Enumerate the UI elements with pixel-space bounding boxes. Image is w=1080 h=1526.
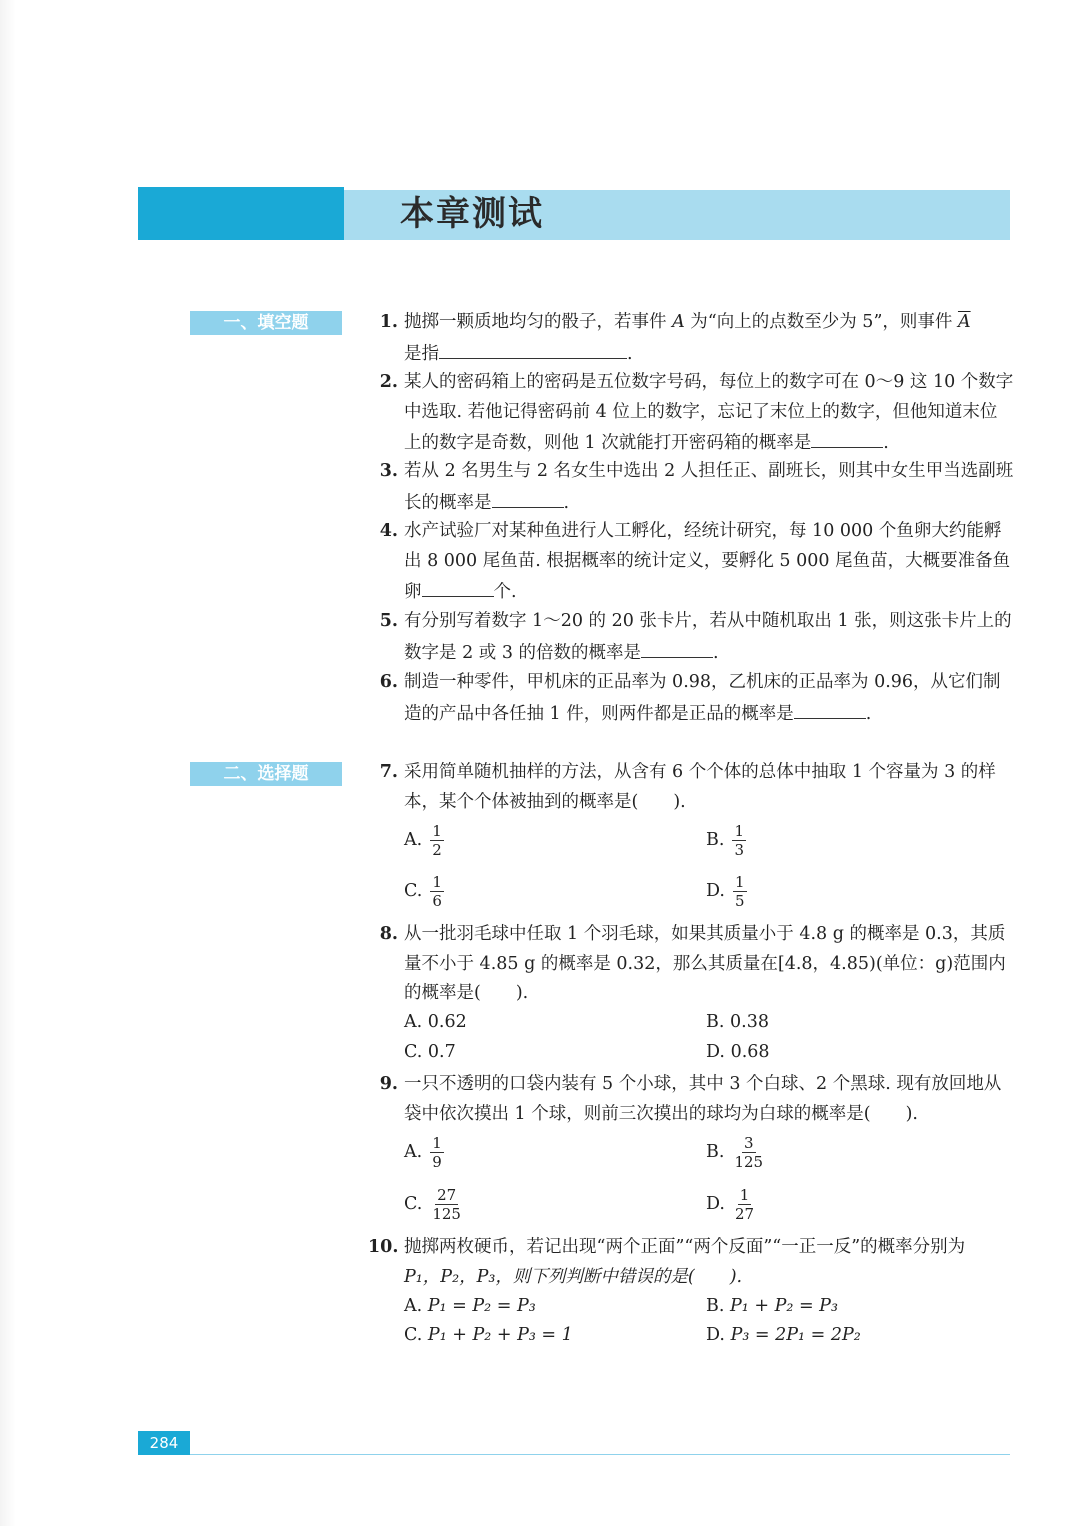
question-number: 2. bbox=[379, 372, 398, 392]
answer-blank[interactable] bbox=[492, 487, 564, 508]
footer-rule bbox=[190, 1454, 1010, 1455]
option-label: A. bbox=[404, 1012, 423, 1032]
numerator: 1 bbox=[734, 822, 744, 840]
denominator: 9 bbox=[432, 1153, 442, 1171]
option-text: P₁ = P₂ = P₃ bbox=[427, 1296, 536, 1316]
numerator: 1 bbox=[432, 1134, 442, 1152]
question-number: 7. bbox=[379, 762, 398, 782]
option-a[interactable] bbox=[404, 822, 444, 859]
option-label: D. bbox=[706, 881, 725, 901]
question-text-part: 为“向上的点数至少为 5”，则事件 bbox=[690, 312, 953, 332]
numerator: 3 bbox=[743, 1134, 754, 1152]
answer-blank[interactable] bbox=[422, 576, 494, 597]
option-label: D. bbox=[706, 1325, 725, 1345]
question-1 bbox=[368, 308, 1014, 369]
option-b[interactable] bbox=[706, 1292, 838, 1320]
question-text bbox=[404, 668, 1014, 729]
option-d[interactable] bbox=[706, 1038, 770, 1066]
option-label: C. bbox=[404, 1325, 423, 1345]
answer-blank[interactable] bbox=[641, 637, 713, 658]
question-10 bbox=[368, 1233, 1014, 1292]
question-end: . bbox=[883, 433, 889, 453]
option-b[interactable] bbox=[706, 1134, 765, 1171]
option-label: B. bbox=[706, 1012, 725, 1032]
option-a[interactable] bbox=[404, 1134, 444, 1171]
option-label: C. bbox=[404, 881, 423, 901]
answer-blank[interactable] bbox=[794, 698, 866, 719]
numerator: 1 bbox=[432, 822, 442, 840]
chapter-test-header bbox=[138, 187, 1010, 240]
question-number: 4. bbox=[379, 521, 398, 541]
option-text: 0.68 bbox=[730, 1042, 770, 1062]
question-text-part: 抛掷两枚硬币，若记出现“两个正面”“两个反面”“一正一反”的概率分别为 bbox=[404, 1237, 966, 1257]
option-label: B. bbox=[706, 1142, 725, 1162]
fraction bbox=[733, 873, 747, 910]
denominator: 3 bbox=[734, 841, 744, 859]
question-text-part: 某人的密码箱上的密码是五位数字号码，每位上的数字可在 0～9 这 10 个数字中选取. 若他记得密码前 4 位上的数字，忘记了末位上的数字，但他知道末位上的数字是奇数，则他 1 次就能打开密码箱的概率是 bbox=[404, 372, 1014, 453]
numerator: 1 bbox=[432, 873, 442, 891]
fraction bbox=[732, 822, 746, 859]
denominator: 125 bbox=[432, 1205, 461, 1223]
question-2 bbox=[368, 368, 1014, 459]
option-label: A. bbox=[404, 1296, 423, 1316]
section-tag-multiple-choice: 二、选择题 bbox=[190, 762, 342, 786]
option-d[interactable] bbox=[706, 1321, 861, 1349]
option-c[interactable] bbox=[404, 1186, 463, 1223]
event-variable: A bbox=[672, 312, 685, 332]
question-text bbox=[404, 1233, 1014, 1292]
question-7 bbox=[368, 758, 1014, 817]
denominator: 6 bbox=[432, 892, 442, 910]
question-end: . bbox=[713, 642, 719, 663]
question-8 bbox=[368, 920, 1014, 1009]
question-text bbox=[404, 368, 1014, 459]
fraction bbox=[430, 873, 444, 910]
numerator: 1 bbox=[734, 873, 745, 891]
question-text-part: 水产试验厂对某种鱼进行人工孵化，经统计研究，每 10 000 个鱼卵大约能孵出 8 000 尾鱼苗. 根据概率的统计定义，要孵化 5 000 尾鱼苗，大概要准备鱼卵 bbox=[404, 521, 1011, 602]
question-text-part: P₁，P₂，P₃，则下列判断中错误的是( ). bbox=[404, 1266, 743, 1287]
question-end: . bbox=[865, 703, 872, 724]
question-text: 从一批羽毛球中任取 1 个羽毛球，如果其质量小于 4.8 g 的概率是 0.3，其质量不小于 4.85 g 的概率是 0.32，那么其质量在[4.8，4.85)(单位：g)范围内的概率是( ). bbox=[404, 924, 1006, 1003]
question-text-part: 有分别写着数字 1～20 的 20 张卡片，若从中随机取出 1 张，则这张卡片上的数字是 2 或 3 的倍数的概率是 bbox=[404, 611, 1012, 663]
denominator: 2 bbox=[432, 841, 442, 859]
page-number: 284 bbox=[138, 1431, 190, 1455]
question-number: 3. bbox=[379, 461, 398, 481]
question-5 bbox=[368, 607, 1014, 668]
denominator: 27 bbox=[734, 1205, 755, 1223]
page-edge-shadow bbox=[0, 0, 16, 1526]
question-number: 5. bbox=[379, 611, 398, 631]
option-d[interactable] bbox=[706, 873, 747, 910]
question-text bbox=[404, 457, 1014, 518]
answer-blank[interactable] bbox=[439, 338, 627, 359]
option-a[interactable] bbox=[404, 1008, 467, 1036]
option-a[interactable] bbox=[404, 1292, 536, 1320]
option-b[interactable] bbox=[706, 1008, 769, 1036]
question-number: 9. bbox=[379, 1074, 398, 1094]
option-label: D. bbox=[706, 1042, 725, 1062]
denominator: 125 bbox=[734, 1153, 764, 1171]
option-text: P₁ + P₂ = P₃ bbox=[730, 1296, 838, 1316]
option-text: 0.7 bbox=[427, 1042, 456, 1062]
question-number: 1. bbox=[379, 312, 398, 332]
denominator: 5 bbox=[734, 892, 745, 910]
answer-blank[interactable] bbox=[811, 427, 883, 448]
option-c[interactable] bbox=[404, 1038, 456, 1066]
question-number: 6. bbox=[379, 672, 398, 692]
fraction bbox=[430, 1186, 463, 1223]
option-d[interactable] bbox=[706, 1186, 756, 1223]
option-label: C. bbox=[404, 1042, 423, 1062]
question-end: 个. bbox=[493, 582, 517, 602]
option-text: 0.38 bbox=[730, 1012, 769, 1032]
option-text: P₃ = 2P₁ = 2P₂ bbox=[730, 1325, 861, 1345]
page-title: 本章测试 bbox=[400, 194, 544, 234]
fraction bbox=[733, 1186, 756, 1223]
question-text: 一只不透明的口袋内装有 5 个小球，其中 3 个白球、2 个黑球. 现有放回地从袋中依次摸出 1 个球，则前三次摸出的球均为白球的概率是( ). bbox=[404, 1074, 1002, 1124]
option-label: A. bbox=[404, 830, 423, 850]
question-text bbox=[404, 517, 1014, 608]
fraction bbox=[732, 1134, 765, 1171]
numerator: 1 bbox=[739, 1186, 750, 1204]
option-label: A. bbox=[404, 1142, 423, 1162]
question-text-part: 若从 2 名男生与 2 名女生中选出 2 人担任正、副班长，则其中女生甲当选副班长的概率是 bbox=[404, 461, 1014, 513]
section-tag-fill-in: 一、填空题 bbox=[190, 311, 342, 335]
question-4 bbox=[368, 517, 1014, 608]
question-text-part: 制造一种零件，甲机床的正品率为 0.98，乙机床的正品率为 0.96，从它们制造的产品中各任抽 1 件，则两件都是正品的概率是 bbox=[404, 672, 1001, 724]
option-text: P₁ + P₂ + P₃ = 1 bbox=[427, 1325, 573, 1345]
question-number: 8. bbox=[379, 924, 398, 944]
option-label: B. bbox=[706, 830, 725, 850]
question-text-part: 是指 bbox=[404, 343, 439, 364]
header-accent-block bbox=[138, 187, 344, 240]
question-end: . bbox=[563, 492, 570, 513]
numerator: 27 bbox=[437, 1186, 457, 1204]
option-label: D. bbox=[706, 1194, 725, 1214]
option-text: 0.62 bbox=[427, 1012, 467, 1032]
fraction bbox=[430, 822, 444, 859]
question-number: 10. bbox=[368, 1237, 399, 1257]
question-6 bbox=[368, 668, 1014, 729]
question-text-part: 抛掷一颗质地均匀的骰子，若事件 bbox=[404, 312, 667, 332]
question-9 bbox=[368, 1070, 1014, 1129]
option-b[interactable] bbox=[706, 822, 746, 859]
option-c[interactable] bbox=[404, 1321, 573, 1349]
question-text bbox=[404, 308, 1014, 369]
option-label: C. bbox=[404, 1194, 423, 1214]
option-label: B. bbox=[706, 1296, 725, 1316]
option-c[interactable] bbox=[404, 873, 444, 910]
question-end: . bbox=[627, 343, 633, 364]
fraction bbox=[430, 1134, 444, 1171]
complement-event: $\overline{A}$ bbox=[957, 312, 971, 332]
question-text: 采用简单随机抽样的方法，从含有 6 个个体的总体中抽取 1 个容量为 3 的样本，某个个体被抽到的概率是( ). bbox=[404, 762, 996, 812]
question-3 bbox=[368, 457, 1014, 518]
question-text bbox=[404, 607, 1014, 668]
